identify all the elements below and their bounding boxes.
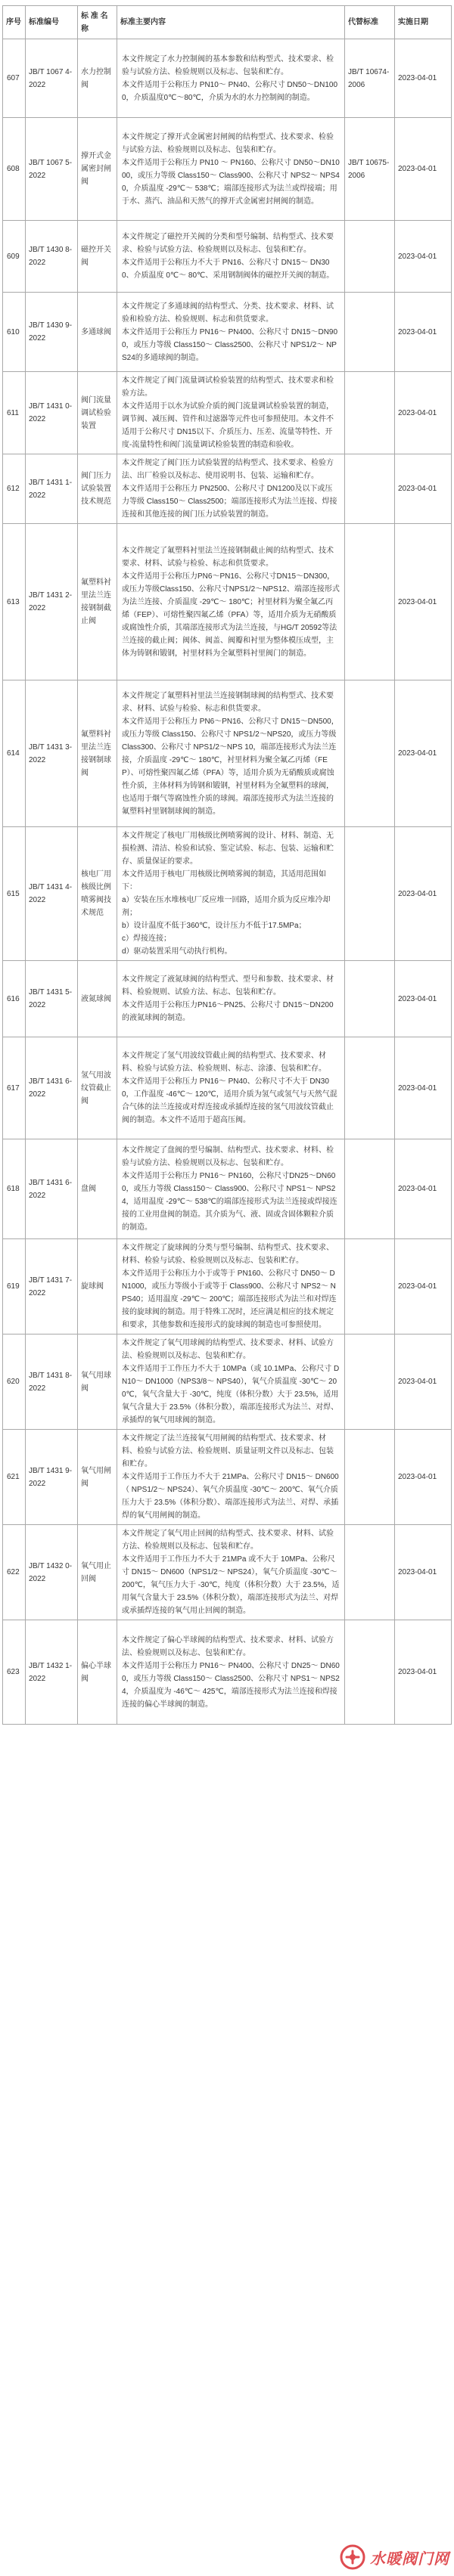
effective-date: 2023-04-01 — [395, 454, 452, 524]
standard-name: 核电厂用核级比例喷雾阀技术规范 — [78, 827, 117, 961]
standard-code: JB/T 1432 1-2022 — [26, 1620, 78, 1725]
standard-name: 偏心半球阀 — [78, 1620, 117, 1725]
standard-name: 液氮球阀 — [78, 961, 117, 1037]
content-paragraph: 本文件规定了液氮球阀的结构型式、型号和参数、技术要求、材料、检验规则、试验方法、标志、包装和贮存。 — [122, 975, 334, 997]
content-paragraph: 本文件规定了氟塑料衬里法兰连接钢制球阀的结构型式、技术要求、材料、试验与检验、标志和供货要求。 — [122, 691, 334, 713]
standards-table — [2, 5, 452, 1725]
content-paragraph: 本文件适用于核电厂用核级比例喷雾阀的制造，其适用范围如下： — [122, 870, 326, 891]
standard-content — [117, 1334, 345, 1430]
row-number: 615 — [3, 827, 26, 961]
replaced-standard — [345, 1334, 395, 1430]
replaced-standard — [345, 1525, 395, 1620]
content-paragraph: 本文件规定了偏心半球阀的结构型式、技术要求、材料、试验方法、检验规则以及标志、包装和贮存。 — [122, 1635, 334, 1657]
standard-code: JB/T 1431 4-2022 — [26, 827, 78, 961]
header-no: 序号 — [3, 6, 26, 39]
standard-code: JB/T 1067 4-2022 — [26, 39, 78, 118]
content-paragraph: 本文件适用于公称压力 PN16～ PN400、公称尺寸 DN25～ DN600，或压力等级 Class150～ Class2500、公称尺寸 NPS1～ NPS24，介质温度为 -46℃～ 425℃，端部连接形式为法兰连接和焊接连接的偏心半球阀的制造。 — [122, 1661, 340, 1709]
header-replaces: 代替标准 — [345, 6, 395, 39]
table-row — [3, 1525, 452, 1620]
effective-date: 2023-04-01 — [395, 1139, 452, 1239]
content-paragraph: 本文件适用于公称压力 PN10 ～ PN160、公称尺寸 DN50～DN1000，或压力等级 Class150～ Class900、公称尺寸 NPS2～ NPS40，介质温度 -29℃～ 538℃；端部连接形式为法兰或焊接端；用于水、蒸汽、油品和天然气的撑开式金属密封闸阀的制造。 — [122, 158, 340, 206]
standard-name: 旋球阀 — [78, 1239, 117, 1334]
standard-code: JB/T 1431 9-2022 — [26, 1430, 78, 1525]
table-row — [3, 454, 452, 524]
effective-date: 2023-04-01 — [395, 293, 452, 372]
content-paragraph: 本文件规定了盘阀的型号编制、结构型式、技术要求、材料、检验与试验方法、检验规则以及标志、包装和贮存。 — [122, 1146, 334, 1167]
replaced-standard — [345, 1239, 395, 1334]
standard-code: JB/T 1431 7-2022 — [26, 1239, 78, 1334]
table-row — [3, 961, 452, 1037]
content-paragraph: b）设计温度不低于360℃，设计压力不低于17.5MPa； — [122, 922, 306, 930]
table-row — [3, 118, 452, 221]
standard-content — [117, 118, 345, 221]
standard-content — [117, 1139, 345, 1239]
effective-date: 2023-04-01 — [395, 1239, 452, 1334]
content-paragraph: 本文件适用于公称压力 PN10～ PN40、公称尺寸 DN50～DN1000，介质温度0℃～80℃，介质为水的水力控制阀的制造。 — [122, 80, 338, 102]
replaced-standard — [345, 524, 395, 680]
replaced-standard — [345, 961, 395, 1037]
content-paragraph: 本文件适用于以水为试验介质的阀门流量调试检验装置的制造，调节阀、减压阀、管件和过滤器等元件也可参照使用。本文件不适用于公称尺寸 DN15以下、介质压力、压差、流量等特性、开度-流量特性和阀门流量调试检验装置的制造和验收。 — [122, 402, 334, 449]
content-paragraph: d）驱动装置采用气动执行机构。 — [122, 947, 232, 956]
standard-name: 氧气用球阀 — [78, 1334, 117, 1430]
standard-code: JB/T 1431 0-2022 — [26, 372, 78, 454]
watermark-text: 水暖阀门网 — [370, 2549, 449, 2568]
table-row — [3, 680, 452, 827]
effective-date: 2023-04-01 — [395, 372, 452, 454]
standard-code: JB/T 1432 0-2022 — [26, 1525, 78, 1620]
standard-code: JB/T 1431 8-2022 — [26, 1334, 78, 1430]
table-body — [3, 39, 452, 1725]
standard-name: 水力控制阀 — [78, 39, 117, 118]
row-number: 622 — [3, 1525, 26, 1620]
content-paragraph: c）焊接连接； — [122, 935, 171, 943]
content-paragraph: 本文件适用于工作压力不大于 21MPa 或不大于 10MPa、公称尺寸 DN15～ DN600（NPS1/2～ NPS24），氧气介质温度 -30℃～ 200℃，氧气压力大于 -30℃，纯度（体积分数）大于 23.5%，适用氧气含量大于 23.5%（体积分数），端部连接形式为法兰、对焊或承插焊连接的氧气用止回阀的制造。 — [122, 1555, 340, 1615]
effective-date: 2023-04-01 — [395, 39, 452, 118]
standard-content — [117, 1037, 345, 1139]
content-paragraph: 本文件规定了氢气用波纹管截止阀的结构型式、技术要求、材料、检验与试验方法、检验规则、标志、涂漆、包装和贮存。 — [122, 1052, 326, 1073]
content-paragraph: 本文件规定了磁控开关阀的分类和型号编制、结构型式、技术要求、检验与试验方法、检验规则以及标志、包装和贮存。 — [122, 233, 334, 254]
standard-code: JB/T 1430 9-2022 — [26, 293, 78, 372]
content-paragraph: 本文件规定了旋球阀的分类与型号编制、结构型式、技术要求、材料、检验与试验、检验规则以及标志、包装和贮存。 — [122, 1244, 334, 1265]
effective-date: 2023-04-01 — [395, 1525, 452, 1620]
standard-content — [117, 524, 345, 680]
standard-code: JB/T 1431 1-2022 — [26, 454, 78, 524]
table-row — [3, 1334, 452, 1430]
effective-date: 2023-04-01 — [395, 1334, 452, 1430]
standard-content — [117, 39, 345, 118]
standard-content — [117, 221, 345, 293]
replaced-standard — [345, 372, 395, 454]
content-paragraph: a）安装在压水堆核电厂反应堆一回路，适用介质为反应堆冷却剂； — [122, 896, 331, 917]
replaced-standard — [345, 1037, 395, 1139]
row-number: 618 — [3, 1139, 26, 1239]
effective-date: 2023-04-01 — [395, 827, 452, 961]
table-row — [3, 1037, 452, 1139]
standard-code: JB/T 1431 5-2022 — [26, 961, 78, 1037]
valve-network-logo-icon — [340, 2544, 365, 2570]
standard-code: JB/T 1431 2-2022 — [26, 524, 78, 680]
standard-code: JB/T 1431 6-2022 — [26, 1037, 78, 1139]
header-content: 标准主要内容 — [117, 6, 345, 39]
standard-content — [117, 961, 345, 1037]
table-row — [3, 39, 452, 118]
standard-name: 多通球阀 — [78, 293, 117, 372]
row-number: 623 — [3, 1620, 26, 1725]
replaced-standard — [345, 454, 395, 524]
content-paragraph: 本文件适用于公称压力 PN16～ PN400、公称尺寸 DN15～DN900，或压力等级 Class150～ Class2500、公称尺寸 NPS1/2～ NPS24的多通球阀的制造。 — [122, 327, 338, 362]
content-paragraph: 本文件规定了核电厂用核级比例喷雾阀的设计、材料、制造、无损检测、清洁、检验和试验、鉴定试验、标志、包装、运输和贮存、质量保证的要求。 — [122, 832, 334, 866]
standard-name: 氟塑料衬里法兰连接钢制截止阀 — [78, 524, 117, 680]
standard-name: 氟塑料衬里法兰连接钢制球阀 — [78, 680, 117, 827]
standard-content — [117, 454, 345, 524]
content-paragraph: 本文件适用于公称压力 PN16～ PN40、公称尺寸不大于 DN300，工作温度 -46℃～ 120℃，适用介质为氢气或氢气与天然气混合气体的法兰连接或对焊连接或承插焊连接的氢气用波纹管截止阀的制造。本文件不适用于超高压阀。 — [122, 1077, 337, 1124]
replaced-standard — [345, 221, 395, 293]
table-row — [3, 293, 452, 372]
table-row — [3, 221, 452, 293]
standard-name: 氧气用闸阀 — [78, 1430, 117, 1525]
effective-date: 2023-04-01 — [395, 118, 452, 221]
row-number: 619 — [3, 1239, 26, 1334]
standard-code: JB/T 1430 8-2022 — [26, 221, 78, 293]
standard-content — [117, 1430, 345, 1525]
watermark — [340, 2544, 449, 2570]
row-number: 620 — [3, 1334, 26, 1430]
table-row — [3, 1139, 452, 1239]
row-number: 607 — [3, 39, 26, 118]
row-number: 613 — [3, 524, 26, 680]
standard-name: 氢气用波纹管截止阀 — [78, 1037, 117, 1139]
content-paragraph: 本文件规定了阀门流量调试检验装置的结构型式、技术要求和检验方法。 — [122, 377, 334, 398]
effective-date: 2023-04-01 — [395, 1037, 452, 1139]
content-paragraph: 本文件规定了氟塑料衬里法兰连接钢制截止阀的结构型式、技术要求、材料、试验与检验、标志和供货要求。 — [122, 546, 334, 568]
table-row — [3, 1239, 452, 1334]
content-paragraph: 本文件适用于公称压力不大于 PN16、公称尺寸 DN15～ DN300、介质温度 0℃～ 80℃、采用钢制阀体的磁控开关阀的制造。 — [122, 259, 334, 280]
standard-content — [117, 293, 345, 372]
replaced-standard — [345, 680, 395, 827]
table-row — [3, 1430, 452, 1525]
content-paragraph: 本文件规定了多通球阀的结构型式、分类、技术要求、材料、试验和检验方法、检验规则、标志和供货要求。 — [122, 302, 334, 324]
header-date: 实施日期 — [395, 6, 452, 39]
content-paragraph: 本文件适用于工作压力不大于 21MPa、公称尺寸 DN15～ DN600（ NPS1/2～ NPS24）、氧气介质温度 -30℃～ 200℃、氧气介质压力大于 23.5%（体积分数）、端部连接形式为法兰、对焊、承插焊的氧气用闸阀的制造。 — [122, 1473, 339, 1520]
table-row — [3, 372, 452, 454]
effective-date: 2023-04-01 — [395, 1620, 452, 1725]
row-number: 616 — [3, 961, 26, 1037]
content-paragraph: 本文件规定了法兰连接氧气用闸阀的结构型式、技术要求、材料、检验与试验方法、检验规则、质量证明文件以及标志、包装和贮存。 — [122, 1434, 334, 1468]
effective-date: 2023-04-01 — [395, 221, 452, 293]
standard-content — [117, 1525, 345, 1620]
standard-name: 氧气用止回阀 — [78, 1525, 117, 1620]
standard-name: 磁控开关阀 — [78, 221, 117, 293]
standard-name: 阀门压力试验装置技术规范 — [78, 454, 117, 524]
replaced-standard — [345, 1620, 395, 1725]
header-code: 标准编号 — [26, 6, 78, 39]
standard-content — [117, 680, 345, 827]
row-number: 617 — [3, 1037, 26, 1139]
content-paragraph: 本文件适用于公称压力 PN2500、公称尺寸 DN1200及以下或压力等级 Class150～ Class2500；端部连接形式为法兰连接、焊接连接和其他连接的阀门压力试验装置的制造。 — [122, 485, 337, 519]
standard-code: JB/T 1067 5-2022 — [26, 118, 78, 221]
standard-code: JB/T 1431 3-2022 — [26, 680, 78, 827]
header-name: 标 准 名 称 — [78, 6, 117, 39]
content-paragraph: 本文件适用于公称压力小于或等于 PN160、公称尺寸 DN50～ DN1000，或压力等级小于或等于 Class900、公称尺寸 NPS2～ NPS40；适用温度 -29℃～ 200℃；端部连接形式为法兰和对焊连接的旋球阀的制造。用于特殊工况时，还应满足相应的技术规定和要求，其他参数和连接形式的旋球阀的制造也可参照使用。 — [122, 1269, 337, 1329]
replaced-standard — [345, 293, 395, 372]
row-number: 614 — [3, 680, 26, 827]
content-paragraph: 本文件适用于工作压力不大于 10MPa（或 10.1MPa、公称尺寸 DN10～ DN1000（NPS3/8～ NPS40），氧气介质温度 -30℃～ 200℃，氧气含量大于 -30℃，纯度（体积分数）大于 23.5%，适用氧气含量大于 23.5%（体积分数），端部连接形式为法兰、对焊、承插焊的氧气用球阀的制造。 — [122, 1365, 340, 1424]
standard-name: 撑开式金属密封闸阀 — [78, 118, 117, 221]
row-number: 609 — [3, 221, 26, 293]
content-paragraph: 本文件规定了水力控制阀的基本参数和结构型式、技术要求、检验与试验方法、检验规则以及标志、包装和贮存。 — [122, 54, 334, 76]
effective-date: 2023-04-01 — [395, 680, 452, 827]
row-number: 608 — [3, 118, 26, 221]
content-paragraph: 本文件适用于公称压力PN16～PN25、公称尺寸 DN15～DN200的液氮球阀的制造。 — [122, 1001, 334, 1022]
replaced-standard — [345, 1139, 395, 1239]
header-row — [3, 6, 452, 39]
content-paragraph: 本文件适用于公称压力PN6～PN16、公称尺寸DN15～DN300，或压力等级Class150、公称尺寸NPS1/2～NPS12、端部连接形式为法兰连接、介质温度 -29℃～ 180℃；衬里材料为聚全氟乙丙烯（FEP）、可熔性聚四氟乙烯（PFA）等，适用介质为无硝酸质或腐蚀性介质，其端部连接形式为法兰连接，与HG/T 20592等法兰连接的截止阀；阀体、阀盖、阀瓣和衬里为整体模压成型，主体为铸钢和锻钢，衬里材料为全氟塑料衬里阀门的制造。 — [122, 572, 340, 658]
standard-name: 盘阀 — [78, 1139, 117, 1239]
standard-code: JB/T 1431 6-2022 — [26, 1139, 78, 1239]
row-number: 621 — [3, 1430, 26, 1525]
row-number: 612 — [3, 454, 26, 524]
replaced-standard: JB/T 10674-2006 — [345, 39, 395, 118]
standard-content — [117, 372, 345, 454]
content-paragraph: 本文件适用于公称压力 PN6～PN16、公称尺寸 DN15～DN500，或压力等级 Class150、公称尺寸 NPS1/2～NPS20，或压力等级 Class300、公称尺寸 NPS1/2～NPS 10，端部连接形式为法兰连接，介质温度 -29℃～ 180℃，衬里材料为聚全氟乙丙烯（FEP）、可熔性聚四氟乙烯（PFA）等，适用介质为无硝酸质或腐蚀性介质，主体材料为铸钢和锻钢，衬里材料为全氟塑料的球阀，也适用于烟气等腐蚀性介质的球阀。端部连接形式为法兰连接的氟塑料衬里钢制球阀的制造。 — [122, 717, 339, 816]
standard-content — [117, 1620, 345, 1725]
content-paragraph: 本文件规定了氧气用止回阀的结构型式、技术要求、材料、试验方法、检验规则以及标志、包装和贮存。 — [122, 1530, 334, 1551]
content-paragraph: 本文件规定了阀门压力试验装置的结构型式、技术要求、检验方法、出厂检验以及标志、使用说明书、包装、运输和贮存。 — [122, 459, 334, 480]
content-paragraph: 本文件规定了撑开式金属密封闸阀的结构型式、技术要求、检验与试验方法、检验规则以及标志、包装和贮存。 — [122, 132, 334, 154]
standard-name: 阀门流量调试检验装置 — [78, 372, 117, 454]
row-number: 610 — [3, 293, 26, 372]
effective-date: 2023-04-01 — [395, 524, 452, 680]
standard-content — [117, 1239, 345, 1334]
row-number: 611 — [3, 372, 26, 454]
standard-content — [117, 827, 345, 961]
replaced-standard — [345, 1430, 395, 1525]
table-header — [3, 6, 452, 39]
replaced-standard — [345, 827, 395, 961]
table-row — [3, 1620, 452, 1725]
replaced-standard: JB/T 10675-2006 — [345, 118, 395, 221]
effective-date: 2023-04-01 — [395, 961, 452, 1037]
content-paragraph: 本文件规定了氧气用球阀的结构型式、技术要求、材料、试验方法、检验规则以及标志、包装和贮存。 — [122, 1339, 334, 1360]
table-row — [3, 524, 452, 680]
effective-date: 2023-04-01 — [395, 1430, 452, 1525]
table-row — [3, 827, 452, 961]
content-paragraph: 本文件适用于公称压力 PN16～ PN160，公称尺寸DN25～DN600，或压力等级 Class150～ Class900、公称尺寸 NPS1～ NPS24，适用温度 -29℃～ 538℃的端部连接形式为法兰连接或焊接连接的工业用盘阀的制造。其介质为气、液、固或含固体颗粒介质的制造。 — [122, 1172, 337, 1232]
